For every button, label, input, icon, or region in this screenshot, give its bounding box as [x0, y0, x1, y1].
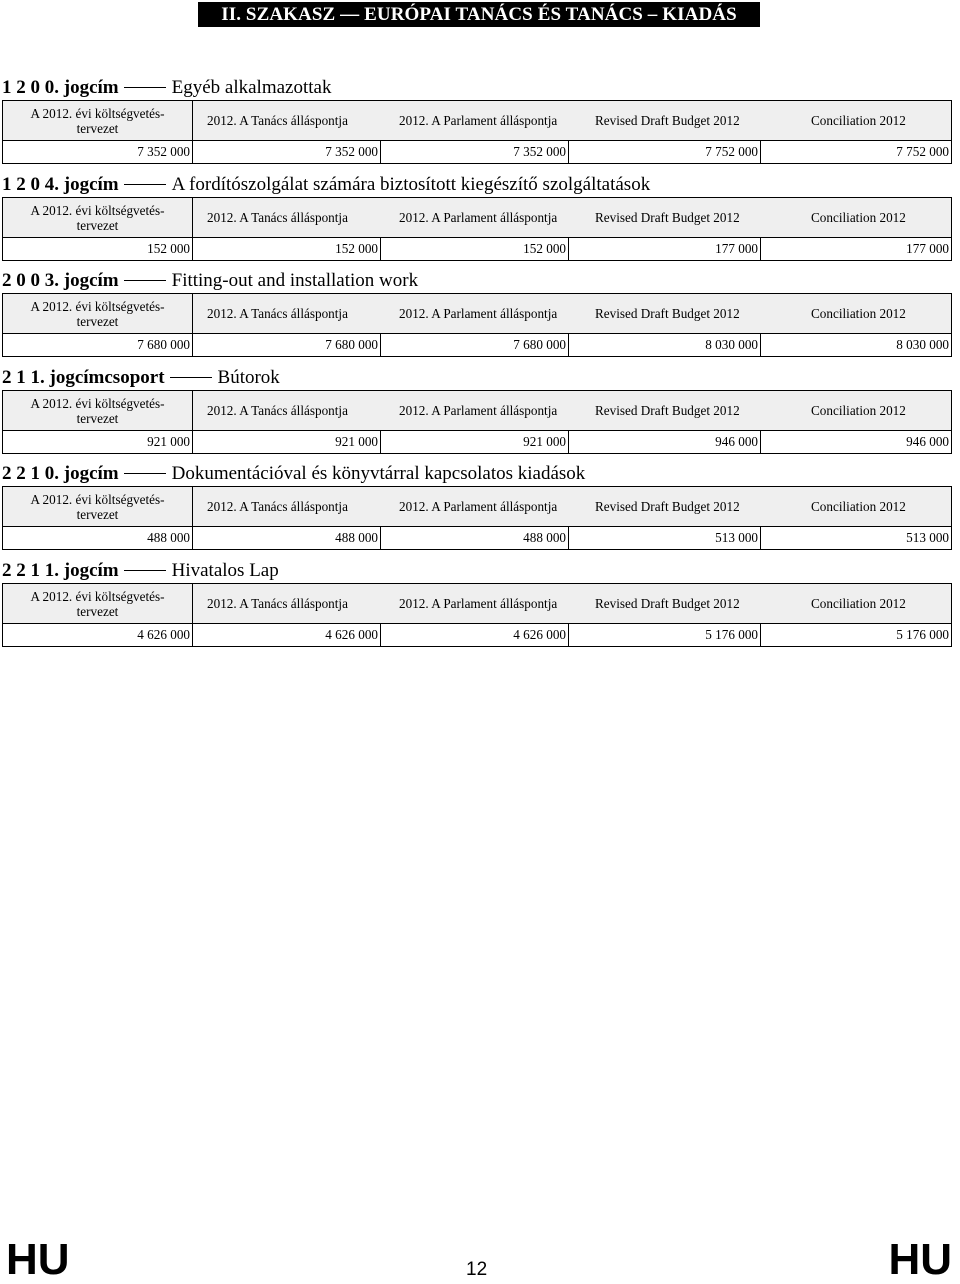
amount-cell: 7 752 000: [569, 141, 761, 164]
header-revised-draft: Revised Draft Budget 2012: [595, 498, 740, 514]
table-row: [3, 238, 952, 261]
amount-cell: 4 626 000: [193, 624, 381, 647]
budget-line-section: [2, 76, 951, 164]
header-conciliation: Conciliation 2012: [811, 402, 906, 418]
header-positions: [193, 294, 952, 334]
amount-cell: 921 000: [193, 431, 381, 454]
header-draft-budget-line1: A 2012. évi költségvetés-: [30, 202, 165, 218]
header-draft-budget: [3, 584, 193, 624]
header-council-position: 2012. A Tanács álláspontja: [207, 112, 348, 128]
budget-line-title: A fordítószolgálat számára biztosított kiegészítő szolgáltatások: [171, 174, 651, 195]
header-revised-draft: Revised Draft Budget 2012: [595, 402, 740, 418]
header-conciliation: Conciliation 2012: [811, 209, 906, 225]
amount-cell: 152 000: [381, 238, 569, 261]
budget-line-code: 2 2 1 1. jogcím: [2, 560, 119, 581]
budget-table: [2, 293, 952, 357]
budget-line-section: [2, 269, 951, 357]
budget-table: [2, 486, 952, 550]
amount-cell: 152 000: [3, 238, 193, 261]
budget-line-code: 1 2 0 0. jogcím: [2, 77, 119, 98]
table-header-row: [3, 101, 952, 141]
header-revised-draft: Revised Draft Budget 2012: [595, 305, 740, 321]
budget-table: [2, 390, 952, 454]
amount-cell: 7 352 000: [381, 141, 569, 164]
table-header-row: [3, 487, 952, 527]
title-dash: [124, 87, 166, 88]
header-parliament-position: 2012. A Parlament álláspontja: [399, 498, 558, 514]
amount-cell: 513 000: [569, 527, 761, 550]
section-title: [2, 269, 951, 293]
header-draft-budget-line2: tervezet: [76, 506, 119, 522]
header-draft-budget-line2: tervezet: [76, 313, 119, 329]
amount-cell: 921 000: [381, 431, 569, 454]
footer-language-left: HU: [6, 1235, 70, 1284]
amount-cell: 946 000: [569, 431, 761, 454]
table-row: [3, 624, 952, 647]
header-parliament-position: 2012. A Parlament álláspontja: [399, 209, 558, 225]
amount-cell: 8 030 000: [569, 334, 761, 357]
header-positions: [193, 487, 952, 527]
table-row: [3, 334, 952, 357]
header-draft-budget-line2: tervezet: [76, 217, 119, 233]
section-title: [2, 366, 951, 390]
header-draft-budget-line1: A 2012. évi költségvetés-: [30, 298, 165, 314]
budget-table: [2, 197, 952, 261]
page-header: II. SZAKASZ — EURÓPAI TANÁCS ÉS TANÁCS – KIADÁS: [198, 2, 760, 27]
budget-table: [2, 100, 952, 164]
header-positions: [193, 584, 952, 624]
header-positions: [193, 101, 952, 141]
header-revised-draft: Revised Draft Budget 2012: [595, 209, 740, 225]
budget-line-title: Egyéb alkalmazottak: [171, 77, 332, 98]
budget-line-title: Bútorok: [217, 367, 280, 388]
amount-cell: 488 000: [381, 527, 569, 550]
header-positions: [193, 391, 952, 431]
amount-cell: 513 000: [761, 527, 952, 550]
header-draft-budget-line1: A 2012. évi költségvetés-: [30, 105, 165, 121]
amount-cell: 7 352 000: [3, 141, 193, 164]
header-parliament-position: 2012. A Parlament álláspontja: [399, 112, 558, 128]
amount-cell: 488 000: [3, 527, 193, 550]
header-parliament-position: 2012. A Parlament álláspontja: [399, 402, 558, 418]
header-draft-budget-line1: A 2012. évi költségvetés-: [30, 588, 165, 604]
footer-page-number: 12: [466, 1259, 488, 1280]
amount-cell: 5 176 000: [761, 624, 952, 647]
amount-cell: 152 000: [193, 238, 381, 261]
section-title: [2, 462, 951, 486]
header-conciliation: Conciliation 2012: [811, 112, 906, 128]
budget-line-title: Fitting-out and installation work: [171, 270, 419, 291]
header-revised-draft: Revised Draft Budget 2012: [595, 112, 740, 128]
table-row: [3, 527, 952, 550]
amount-cell: 7 680 000: [193, 334, 381, 357]
header-draft-budget: [3, 391, 193, 431]
header-draft-budget: [3, 487, 193, 527]
table-header-row: [3, 391, 952, 431]
budget-line-code: 2 0 0 3. jogcím: [2, 270, 119, 291]
budget-line-code: 1 2 0 4. jogcím: [2, 174, 119, 195]
budget-line-section: [2, 559, 951, 647]
header-draft-budget: [3, 198, 193, 238]
header-draft-budget-line2: tervezet: [76, 603, 119, 619]
title-dash: [124, 280, 166, 281]
amount-cell: 5 176 000: [569, 624, 761, 647]
footer-language-right: HU: [888, 1235, 952, 1284]
budget-line-section: [2, 462, 951, 550]
budget-table: [2, 583, 952, 647]
title-dash: [124, 570, 166, 571]
header-parliament-position: 2012. A Parlament álláspontja: [399, 595, 558, 611]
title-dash: [170, 377, 212, 378]
amount-cell: 7 680 000: [3, 334, 193, 357]
budget-line-title: Hivatalos Lap: [171, 560, 279, 581]
amount-cell: 7 680 000: [381, 334, 569, 357]
header-draft-budget: [3, 294, 193, 334]
amount-cell: 921 000: [3, 431, 193, 454]
table-row: [3, 431, 952, 454]
title-dash: [124, 184, 166, 185]
table-row: [3, 141, 952, 164]
section-title: [2, 559, 951, 583]
section-title: [2, 76, 951, 100]
budget-line-code: 2 1 1. jogcímcsoport: [2, 367, 165, 388]
header-positions: [193, 198, 952, 238]
amount-cell: 4 626 000: [381, 624, 569, 647]
amount-cell: 4 626 000: [3, 624, 193, 647]
header-draft-budget-line2: tervezet: [76, 120, 119, 136]
header-council-position: 2012. A Tanács álláspontja: [207, 209, 348, 225]
header-conciliation: Conciliation 2012: [811, 595, 906, 611]
budget-line-section: [2, 366, 951, 454]
budget-line-section: [2, 173, 951, 261]
budget-line-title: Dokumentációval és könyvtárral kapcsolatos kiadások: [171, 463, 586, 484]
amount-cell: 8 030 000: [761, 334, 952, 357]
header-council-position: 2012. A Tanács álláspontja: [207, 498, 348, 514]
amount-cell: 177 000: [569, 238, 761, 261]
header-parliament-position: 2012. A Parlament álláspontja: [399, 305, 558, 321]
header-revised-draft: Revised Draft Budget 2012: [595, 595, 740, 611]
header-conciliation: Conciliation 2012: [811, 498, 906, 514]
header-draft-budget-line1: A 2012. évi költségvetés-: [30, 395, 165, 411]
header-draft-budget: [3, 101, 193, 141]
table-header-row: [3, 294, 952, 334]
section-title: [2, 173, 951, 197]
header-council-position: 2012. A Tanács álláspontja: [207, 305, 348, 321]
table-header-row: [3, 198, 952, 238]
table-header-row: [3, 584, 952, 624]
header-conciliation: Conciliation 2012: [811, 305, 906, 321]
header-council-position: 2012. A Tanács álláspontja: [207, 595, 348, 611]
amount-cell: 177 000: [761, 238, 952, 261]
header-draft-budget-line1: A 2012. évi költségvetés-: [30, 491, 165, 507]
title-dash: [124, 473, 166, 474]
header-council-position: 2012. A Tanács álláspontja: [207, 402, 348, 418]
amount-cell: 7 352 000: [193, 141, 381, 164]
amount-cell: 946 000: [761, 431, 952, 454]
amount-cell: 488 000: [193, 527, 381, 550]
budget-line-code: 2 2 1 0. jogcím: [2, 463, 119, 484]
header-draft-budget-line2: tervezet: [76, 410, 119, 426]
amount-cell: 7 752 000: [761, 141, 952, 164]
